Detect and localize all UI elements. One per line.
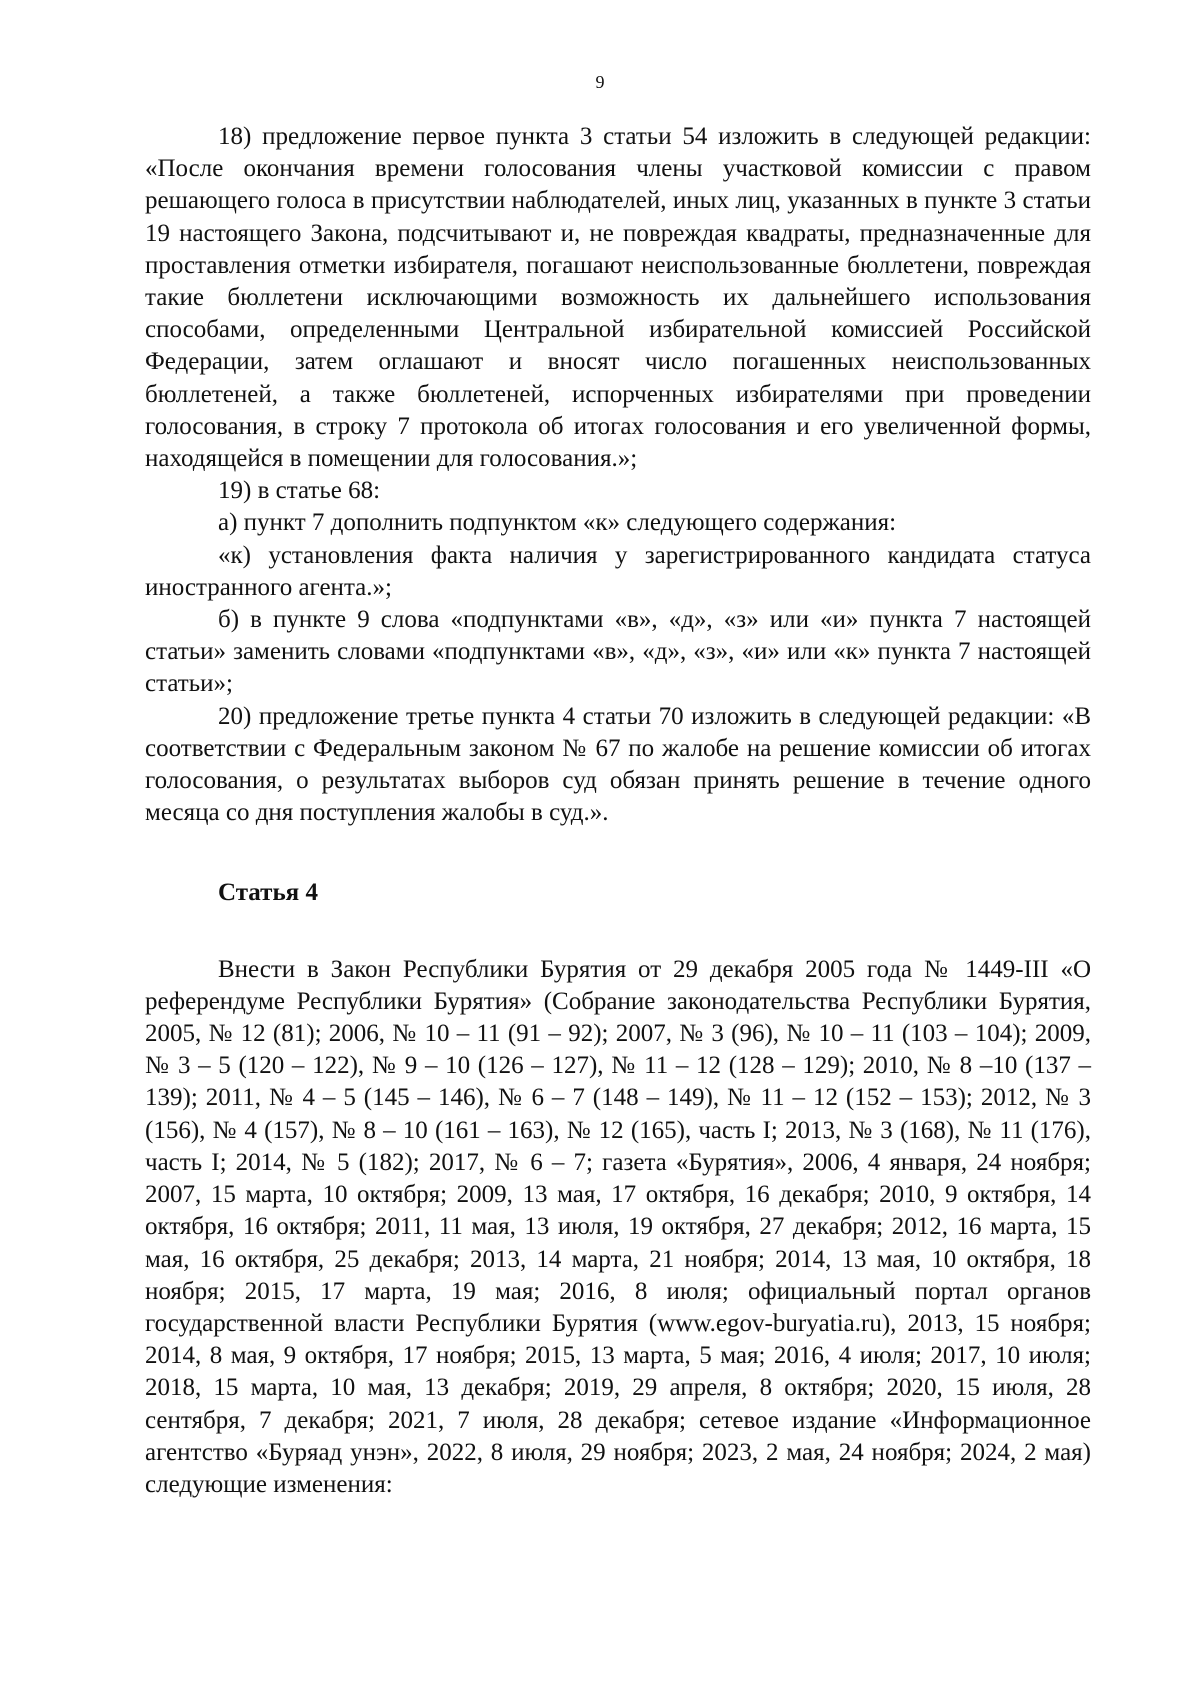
article-heading: Статья 4 (218, 879, 318, 907)
paragraph-subitem-k: «к) установления факта наличия у зарегистрированного кандидата статуса иностранного агента.»; (145, 541, 1091, 601)
paragraph-article-4-intro: Внести в Закон Республики Бурятия от 29 декабря 2005 года № 1449-III «О референдуме Республики Бурятия» (Собрание законодательства Республики Бурятия, 2005, № 12 (81); 2006, № 10 – 11 (91 – 92); 2007, № 3 (96), № 10 – 11 (103 – 104); 2009, № 3 – 5 (120 – 122), № 9 – 10 (126 – 127), № 11 – 12 (128 – 129); 2010, № 8 –10 (137 – 139); 2011, № 4 – 5 (145 – 146), № 6 – 7 (148 – 149), № 11 – 12 (152 – 153); 2012, № 3 (156), № 4 (157), № 8 – 10 (161 – 163), № 12 (165), часть I; 2013, № 3 (168), № 11 (176), часть I; 2014, № 5 (182); 2017, № 6 – 7; газета «Бурятия», 2006, 4 января, 24 ноября; 2007, 15 марта, 10 октября; 2009, 13 мая, 17 октября, 16 декабря; 2010, 9 октября, 14 октября, 16 октября; 2011, 11 мая, 13 июля, 19 октября, 27 декабря; 2012, 16 марта, 15 мая, 16 октября, 25 декабря; 2013, 14 марта, 21 ноября; 2014, 13 мая, 10 октября, 18 ноября; 2015, 17 марта, 19 мая; 2016, 8 июля; официальный портал органов государственной власти Республики Бурятия (www.egov-buryatia.ru), 2013, 15 ноября; 2014, 8 мая, 9 октября, 17 ноября; 2015, 13 марта, 5 мая; 2016, 4 июля; 2017, 10 июля; 2018, 15 марта, 10 мая, 13 декабря; 2019, 29 апреля, 8 октября; 2020, 15 июля, 28 сентября, 7 декабря; 2021, 7 июля, 28 декабря; сетевое издание «Информационное агентство «Буряад унэн», 2022, 8 июля, 29 ноября; 2023, 2 мая, 24 ноября; 2024, 2 мая) следующие изменения: (145, 955, 1091, 1498)
paragraph-item-19: 19) в статье 68: (218, 477, 381, 505)
paragraph-item-18: 18) предложение первое пункта 3 статьи 54 изложить в следующей редакции: «После окончания времени голосования члены участковой комиссии с правом решающего голоса в присутствии наблюдателей, иных лиц, указанных в пункте 3 статьи 19 настоящего Закона, подсчитывают и, не повреждая квадраты, предназначенные для проставления отметки избирателя, погашают неиспользованные бюллетени, повреждая такие бюллетени исключающими возможность их дальнейшего использования способами, определенными Центральной избирательной комиссией Российской Федерации, затем оглашают и вносят число погашенных неиспользованных бюллетеней, а также бюллетеней, испорченных избирателями при проведении голосования, в строку 7 протокола об итогах голосования и его увеличенной формы, находящейся в помещении для голосования.»; (145, 123, 1091, 473)
document-body (145, 121, 1091, 1501)
paragraph-item-20: 20) предложение третье пункта 4 статьи 70 изложить в следующей редакции: «В соответствии с Федеральным законом № 67 по жалобе на решение комиссии об итогах голосования, о результатах выборов суд обязан принять решение в течение одного месяца со дня поступления жалобы в суд.». (145, 702, 1091, 827)
paragraph-subitem-a: а) пункт 7 дополнить подпунктом «к» следующего содержания: (218, 509, 897, 537)
paragraph-subitem-b: б) в пункте 9 слова «подпунктами «в», «д», «з» или «и» пункта 7 настоящей статьи» заменить словами «подпунктами «в», «д», «з», «и» или «к» пункта 7 настоящей статьи»; (145, 606, 1091, 698)
page-number: 9 (595, 72, 605, 92)
